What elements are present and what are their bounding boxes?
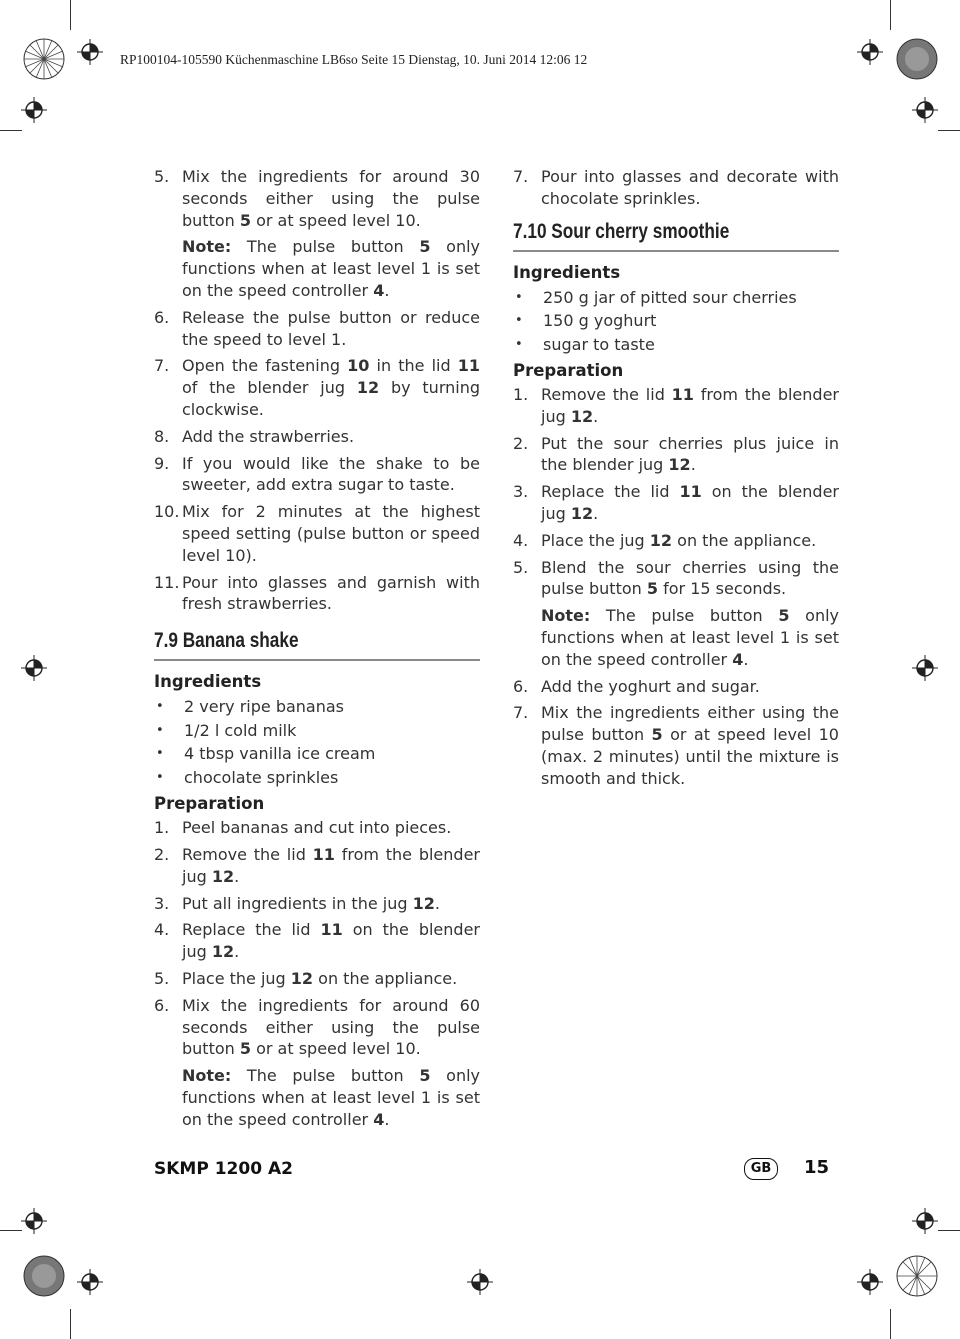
step-number: 2. xyxy=(154,844,170,864)
note-label: Note: xyxy=(182,1066,232,1086)
step-item xyxy=(154,995,480,1060)
step-text: Mix for 2 minutes at the highest speed setting (pulse button or speed level 10). xyxy=(182,502,480,565)
preparation-list-continued xyxy=(513,676,839,790)
step-text: Peel bananas and cut into pieces. xyxy=(182,818,452,838)
ingredient-text: chocolate sprinkles xyxy=(184,767,339,787)
left-column xyxy=(154,166,480,1136)
step-text: Replace the lid 11 on the blender jug 12. xyxy=(182,920,480,962)
step-text: Place the jug 12 on the appliance. xyxy=(182,968,458,988)
crop-mark xyxy=(70,0,71,30)
ingredient-item xyxy=(513,286,839,310)
registration-mark-icon xyxy=(912,97,938,123)
step-item xyxy=(154,817,480,839)
registration-mark-icon xyxy=(77,1269,103,1295)
ingredients-list xyxy=(513,286,839,357)
ingredient-item xyxy=(513,333,839,357)
bullet-icon: • xyxy=(515,313,523,329)
step-item xyxy=(154,572,480,616)
preparation-heading: Preparation xyxy=(513,361,624,381)
crop-mark xyxy=(938,130,960,131)
registration-mark-icon xyxy=(912,1208,938,1234)
crop-mark xyxy=(0,130,22,131)
step-text: Replace the lid 11 on the blender jug 12. xyxy=(541,482,839,524)
step-item xyxy=(513,676,839,698)
step-item xyxy=(513,530,839,552)
step-item xyxy=(154,844,480,888)
page-number: 15 xyxy=(804,1157,830,1178)
right-steps-a xyxy=(513,166,839,210)
step-number: 9. xyxy=(154,453,170,473)
step-number: 6. xyxy=(154,307,170,327)
bullet-icon: • xyxy=(156,769,164,785)
step-item xyxy=(154,893,480,915)
step-text: Mix the ingredients for around 30 seconds either using the pulse button 5 or at speed level 10. xyxy=(182,167,480,230)
step-number: 7. xyxy=(154,356,170,376)
ingredients-heading: Ingredients xyxy=(154,672,262,692)
step-text: Add the strawberries. xyxy=(182,426,355,446)
note-pulse-button-2 xyxy=(154,1065,480,1130)
step-item xyxy=(154,166,480,231)
crop-mark xyxy=(70,1309,71,1339)
step-item xyxy=(154,307,480,351)
color-wheel-icon xyxy=(893,35,941,83)
step-number: 4. xyxy=(513,530,529,550)
step-item xyxy=(513,557,839,601)
note-pulse-button xyxy=(154,236,480,301)
step-number: 1. xyxy=(154,818,170,838)
step-text: Pour into glasses and decorate with chocolate sprinkles. xyxy=(541,167,839,208)
step-text: Open the fastening 10 in the lid 11 of the blender jug 12 by turning clockwise. xyxy=(182,356,481,419)
step-number: 2. xyxy=(513,433,529,453)
step-number: 7. xyxy=(513,703,529,723)
step-text: Release the pulse button or reduce the speed to level 1. xyxy=(182,307,480,349)
right-column xyxy=(513,166,839,795)
registration-mark-icon xyxy=(857,1269,883,1295)
ingredients-list xyxy=(154,695,480,789)
ingredient-text: 250 g jar of pitted sour cherries xyxy=(543,287,797,307)
step-number: 8. xyxy=(154,426,170,446)
step-number: 5. xyxy=(513,557,529,577)
crop-mark xyxy=(0,1230,22,1231)
note-pulse-button xyxy=(513,605,839,670)
registration-mark-icon xyxy=(77,39,103,65)
step-text: Add the yoghurt and sugar. xyxy=(541,676,760,696)
step-item xyxy=(154,968,480,990)
note-text: The pulse button 5 only functions when at least level 1 is set on the speed controller 4. xyxy=(541,606,839,669)
ingredient-item xyxy=(154,742,480,766)
step-number: 7. xyxy=(513,167,529,186)
registration-mark-icon xyxy=(857,39,883,65)
step-item xyxy=(154,501,480,566)
step-number: 10. xyxy=(154,502,180,522)
step-text: Put the sour cherries plus juice in the blender jug 12. xyxy=(541,433,839,475)
step-item xyxy=(513,702,839,789)
registration-mark-icon xyxy=(467,1269,493,1295)
bullet-icon: • xyxy=(156,699,164,715)
ingredient-text: 150 g yoghurt xyxy=(543,311,657,331)
registration-mark-icon xyxy=(21,1208,47,1234)
left-steps-b xyxy=(154,307,480,615)
preparation-heading: Preparation xyxy=(154,794,265,814)
step-text: Blend the sour cherries using the pulse button 5 for 15 seconds. xyxy=(541,557,839,599)
section-title-banana-shake: 7.9 Banana shake xyxy=(154,629,299,653)
step-item xyxy=(154,426,480,448)
step-number: 3. xyxy=(513,482,529,502)
step-text: Place the jug 12 on the appliance. xyxy=(541,530,817,550)
crop-mark xyxy=(938,1230,960,1231)
ingredient-text: 1/2 l cold milk xyxy=(184,720,297,740)
step-item xyxy=(154,453,480,497)
ingredient-item xyxy=(154,766,480,790)
step-item xyxy=(154,355,480,420)
step-item xyxy=(513,384,839,428)
registration-mark-icon xyxy=(21,655,47,681)
step-number: 3. xyxy=(154,893,170,913)
step-number: 5. xyxy=(154,167,170,186)
step-text: Mix the ingredients either using the pulse button 5 or at speed level 10 (max. 2 minutes) until the mixture is smooth and thick. xyxy=(541,703,839,788)
step-text: Pour into glasses and garnish with fresh strawberries. xyxy=(182,572,480,614)
bullet-icon: • xyxy=(515,289,523,305)
color-wheel-icon xyxy=(893,1252,941,1300)
step-text: Remove the lid 11 from the blender jug 12. xyxy=(541,385,839,426)
ingredient-text: 4 tbsp vanilla ice cream xyxy=(184,744,376,764)
step-number: 5. xyxy=(154,968,170,988)
crop-mark xyxy=(890,1309,891,1339)
ingredient-item xyxy=(513,309,839,333)
section-rule xyxy=(154,659,480,661)
print-header: RP100104-105590 Küchenmaschine LB6so Seite 15 Dienstag, 10. Juni 2014 12:06 12 xyxy=(120,52,588,67)
bullet-icon: • xyxy=(156,746,164,762)
step-text: Remove the lid 11 from the blender jug 12. xyxy=(182,844,480,886)
model-number: SKMP 1200 A2 xyxy=(154,1159,293,1179)
step-number: 1. xyxy=(513,385,529,405)
left-steps-a xyxy=(154,166,480,231)
ingredient-text: 2 very ripe bananas xyxy=(184,697,345,717)
registration-mark-icon xyxy=(21,97,47,123)
bullet-icon: • xyxy=(515,336,523,352)
step-text: If you would like the shake to be sweeter, add extra sugar to taste. xyxy=(182,453,480,495)
step-number: 6. xyxy=(154,995,170,1015)
note-text: The pulse button 5 only functions when at least level 1 is set on the speed controller 4. xyxy=(182,1066,480,1129)
preparation-list xyxy=(154,817,480,1060)
note-label: Note: xyxy=(182,237,232,257)
step-number: 4. xyxy=(154,920,170,940)
section-title-sour-cherry-smoothie: 7.10 Sour cherry smoothie xyxy=(513,219,730,243)
note-text: The pulse button 5 only functions when at least level 1 is set on the speed controller 4. xyxy=(182,237,480,300)
color-wheel-icon xyxy=(20,1252,68,1300)
step-text: Put all ingredients in the jug 12. xyxy=(182,893,440,913)
registration-mark-icon xyxy=(912,655,938,681)
crop-mark xyxy=(890,0,891,30)
note-label: Note: xyxy=(541,606,591,626)
step-item xyxy=(513,433,839,477)
step-item xyxy=(513,481,839,525)
step-text: Mix the ingredients for around 60 seconds either using the pulse button 5 or at speed level 10. xyxy=(182,995,480,1059)
page-footer xyxy=(154,1157,830,1183)
section-rule xyxy=(513,250,839,252)
color-wheel-icon xyxy=(20,35,68,83)
preparation-list xyxy=(513,384,839,600)
bullet-icon: • xyxy=(156,722,164,738)
step-number: 11. xyxy=(154,572,180,592)
step-item xyxy=(154,919,480,963)
step-number: 6. xyxy=(513,676,529,696)
step-item xyxy=(513,166,839,210)
ingredients-heading: Ingredients xyxy=(513,262,621,282)
language-badge: GB xyxy=(744,1158,778,1180)
ingredient-item xyxy=(154,719,480,743)
ingredient-item xyxy=(154,695,480,719)
ingredient-text: sugar to taste xyxy=(543,334,655,354)
